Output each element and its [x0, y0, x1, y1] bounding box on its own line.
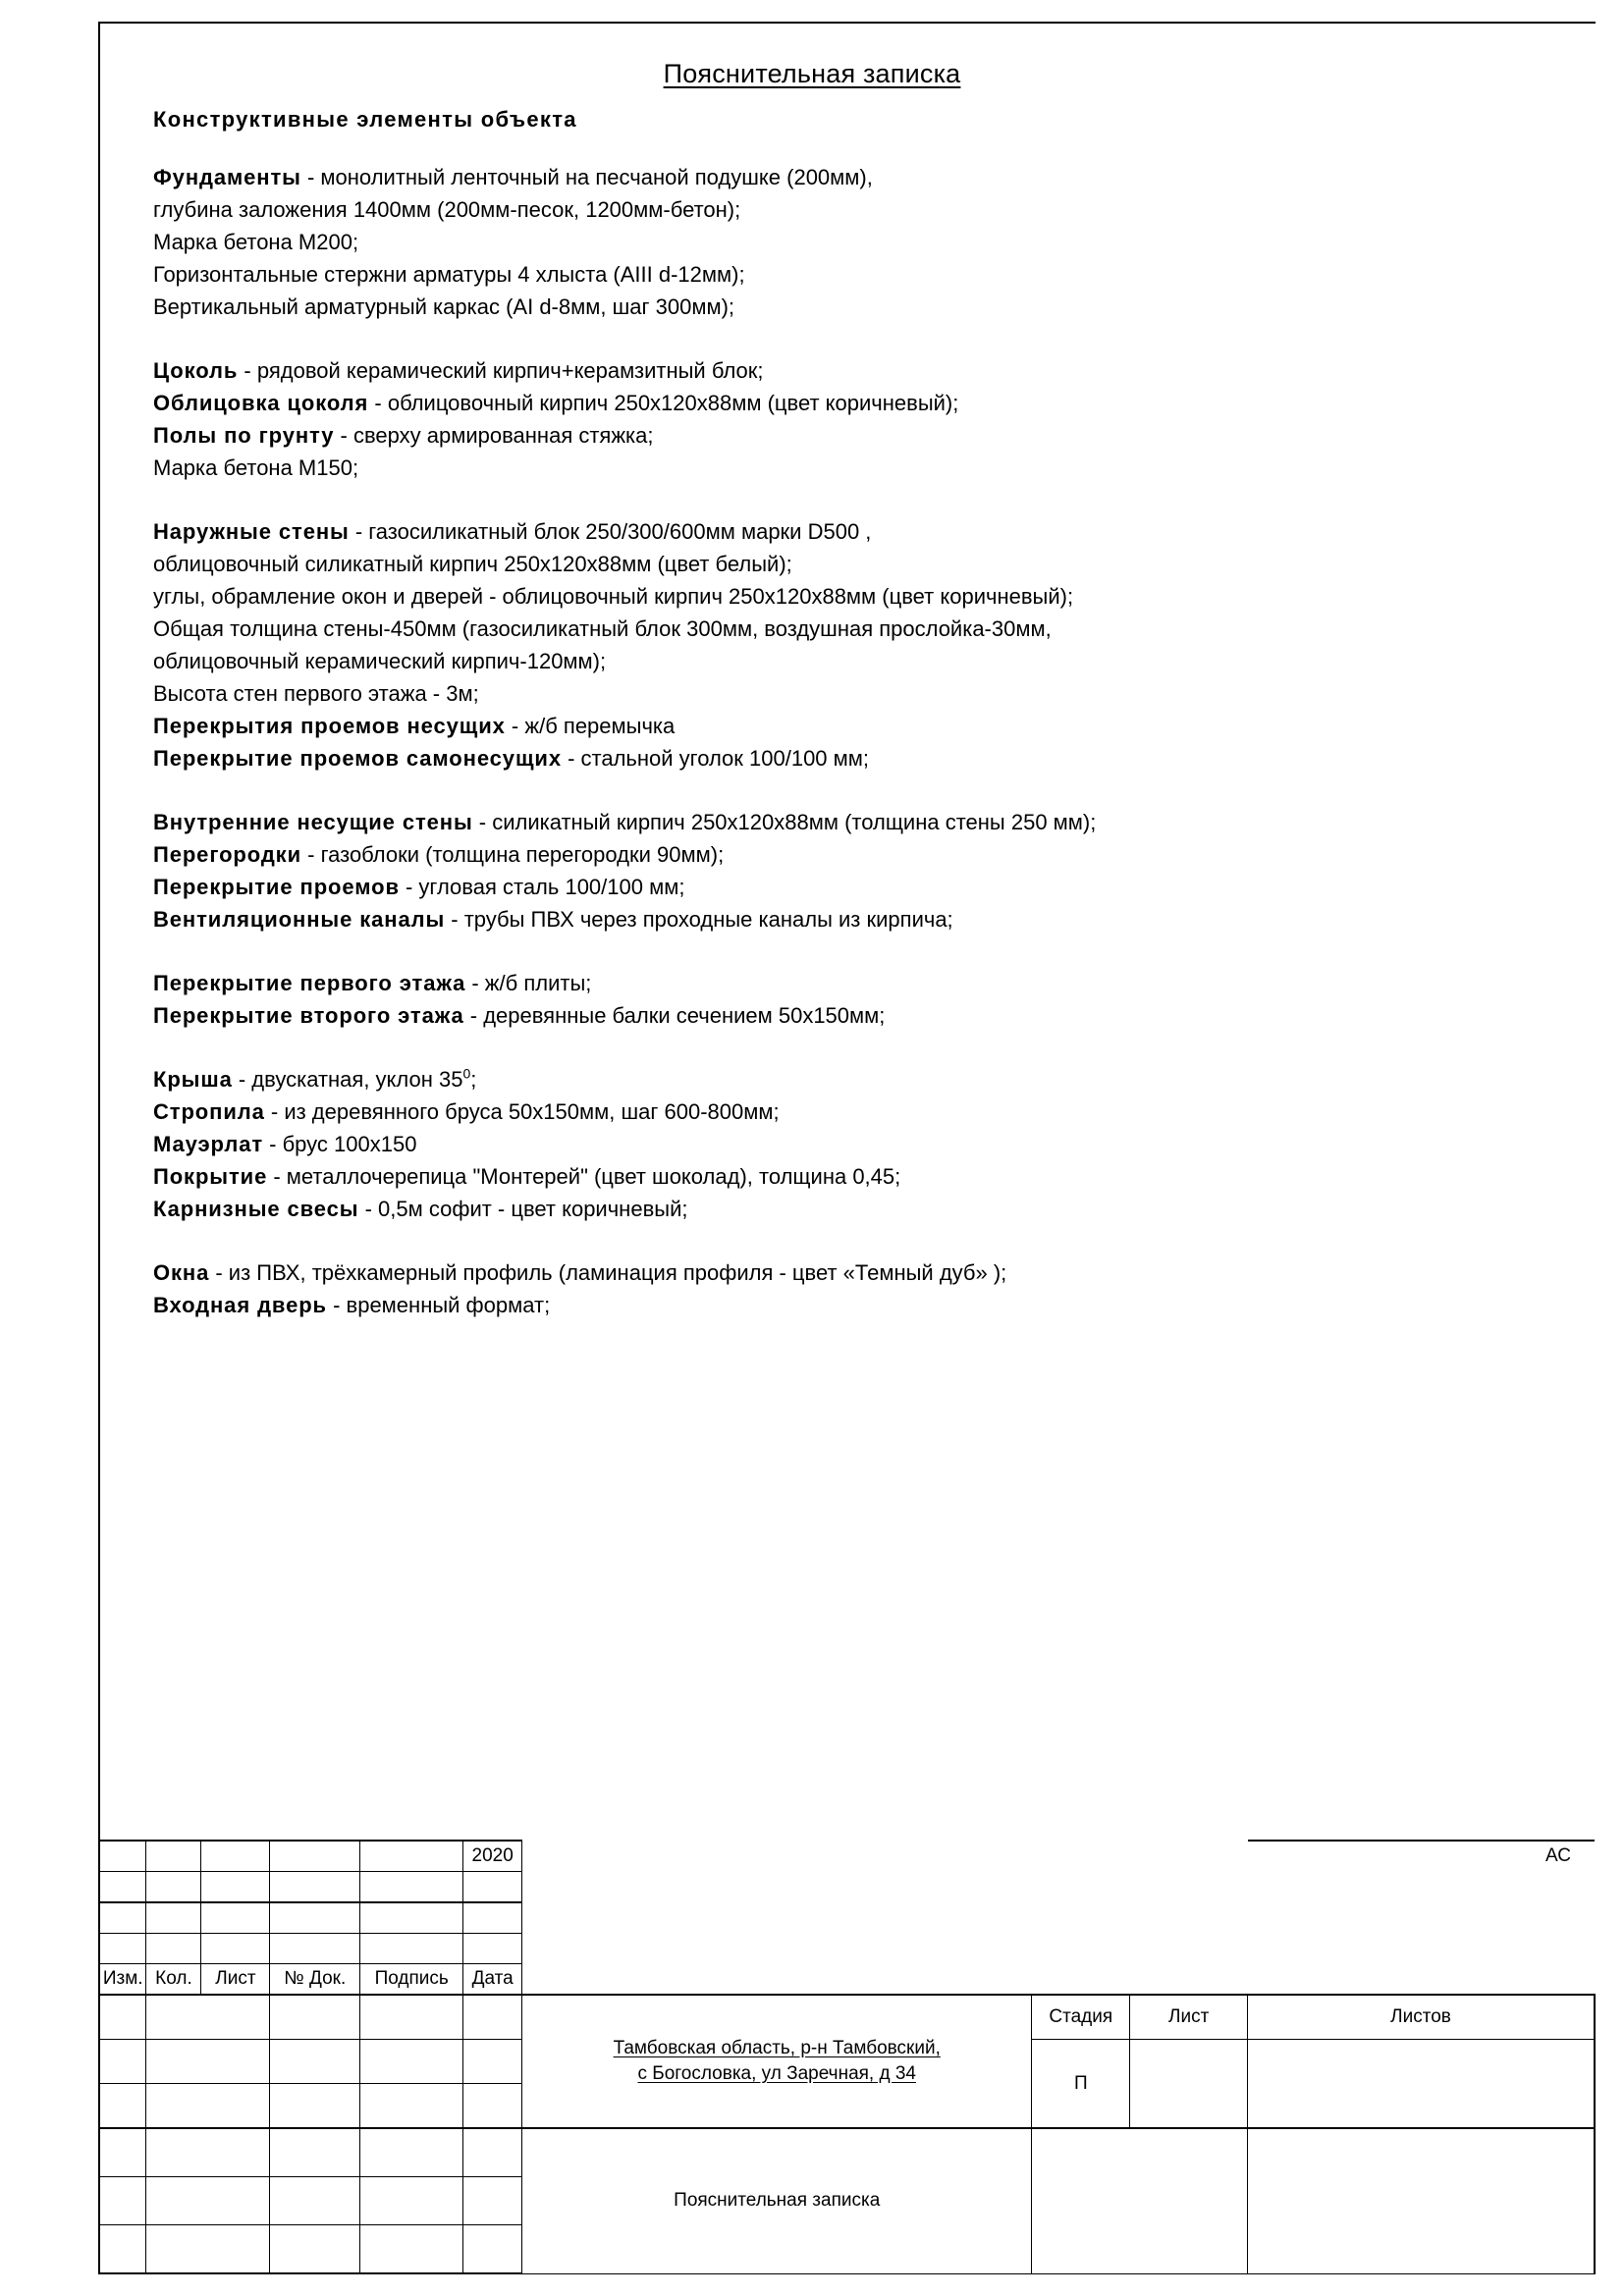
sheet-value-cell: [1130, 2040, 1248, 2129]
spec-line-tail: ;: [470, 1066, 477, 1092]
rev-cell: [146, 1841, 201, 1872]
sign-cell: [99, 2225, 146, 2274]
spec-line-term: Перекрытие проемов: [153, 874, 400, 899]
spec-line: [153, 838, 1430, 871]
sign-cell: [360, 2177, 463, 2225]
spec-line: [153, 645, 1430, 677]
spec-line-text: - из деревянного бруса 50х150мм, шаг 600-800мм;: [264, 1098, 780, 1124]
rev-cell: [99, 1841, 146, 1872]
spec-line: [153, 967, 1430, 999]
sign-cell: [99, 1995, 146, 2040]
spec-line-text: - брус 100х150: [263, 1131, 417, 1156]
page-title-text: Пояснительная записка: [663, 59, 961, 88]
rev-cell: [270, 1872, 360, 1903]
spec-line-text: - ж/б перемычка: [505, 713, 676, 738]
title-block-table: [98, 1840, 1596, 2274]
sign-cell: [146, 2084, 270, 2129]
year-cell: 2020: [463, 1841, 522, 1872]
text-block-interior-walls: [153, 806, 1430, 935]
spec-line: [153, 354, 1430, 387]
sign-cell: [270, 2040, 360, 2084]
spec-line-text: Горизонтальные стержни арматуры 4 хлыста (АIII d-12мм);: [153, 261, 745, 287]
text-block-foundations: [153, 161, 1430, 323]
rev-cell: [99, 1902, 146, 1934]
spec-line-text: - рядовой керамический кирпич+керамзитный блок;: [238, 357, 764, 383]
table-row: [99, 1872, 1595, 1903]
stage-value-cell: П: [1032, 2040, 1130, 2129]
sign-cell: [463, 2040, 522, 2084]
rev-cell: [270, 1841, 360, 1872]
spec-line-term: Облицовка цоколя: [153, 390, 369, 415]
spec-line: [153, 1095, 1430, 1128]
rev-header-kol: Кол.: [146, 1964, 201, 1996]
spec-line: [153, 452, 1430, 484]
spec-line-text: - двускатная, уклон 35: [232, 1066, 463, 1092]
sign-cell: [99, 2128, 146, 2177]
spec-line: [153, 387, 1430, 419]
text-blocks: [153, 161, 1430, 1321]
sign-cell: [463, 2128, 522, 2177]
rev-header-izm: Изм.: [99, 1964, 146, 1996]
stamp-open-cell: [522, 1841, 1248, 1872]
spec-line-text: - временный формат;: [326, 1292, 551, 1317]
table-row: [99, 2128, 1595, 2177]
title-block: [98, 1840, 1596, 2274]
spec-line-text: Высота стен первого этажа - 3м;: [153, 680, 479, 706]
spec-line-text: - облицовочный кирпич 250х120х88мм (цвет коричневый);: [368, 390, 959, 415]
sign-cell: [360, 2040, 463, 2084]
spec-line-text: углы, обрамление окон и дверей - облицовочный кирпич 250х120х88мм (цвет коричневый);: [153, 583, 1074, 609]
spec-line: [153, 710, 1430, 742]
spec-line: [153, 161, 1430, 193]
text-block-plinth: [153, 354, 1430, 484]
text-block-openings: [153, 1256, 1430, 1321]
spec-line: [153, 258, 1430, 291]
page-title: [0, 59, 1624, 89]
sheets-header: Листов: [1248, 1995, 1595, 2040]
rev-header-data: Дата: [463, 1964, 522, 1996]
stamp-side-cell: [1248, 2128, 1595, 2273]
sign-cell: [146, 2040, 270, 2084]
spec-line: [153, 999, 1430, 1032]
rev-cell: [360, 1902, 463, 1934]
document-body: [153, 106, 1430, 1353]
mark-cell: АС: [1248, 1841, 1595, 1872]
spec-line-text: - газосиликатный блок 250/300/600мм марки D500 ,: [349, 518, 872, 544]
spec-line-text: - монолитный ленточный на песчаной подушке (200мм),: [300, 164, 873, 189]
spec-line-term: Окна: [153, 1259, 210, 1285]
spec-line: [153, 1063, 1430, 1095]
spec-line-term: Стропила: [153, 1098, 265, 1124]
rev-cell: [270, 1902, 360, 1934]
sign-cell: [99, 2177, 146, 2225]
rev-cell: [463, 1872, 522, 1903]
spec-line-text: - стальной уголок 100/100 мм;: [561, 745, 870, 771]
spec-line-term: Вентиляционные каналы: [153, 906, 446, 932]
spec-line-term: Мауэрлат: [153, 1131, 264, 1156]
document-name-cell: Пояснительная записка: [522, 2128, 1032, 2273]
table-row: [99, 1964, 1595, 1996]
spec-line-term: Полы по грунту: [153, 422, 335, 448]
spec-line: [153, 515, 1430, 548]
rev-cell: [360, 1841, 463, 1872]
sign-cell: [270, 2177, 360, 2225]
spec-line: [153, 677, 1430, 710]
spec-line-text: Вертикальный арматурный каркас (АI d-8мм, шаг 300мм);: [153, 294, 735, 319]
table-row: [99, 1934, 1595, 1964]
spec-line: [153, 193, 1430, 226]
stamp-open-cell: [522, 1902, 1595, 1934]
sign-cell: [463, 2225, 522, 2274]
spec-line: [153, 226, 1430, 258]
sheets-value-cell: [1248, 2040, 1595, 2129]
sign-cell: [146, 2225, 270, 2274]
spec-line: [153, 1193, 1430, 1225]
spec-line-term: Перекрытие второго этажа: [153, 1002, 464, 1028]
spec-line-text: - газоблоки (толщина перегородки 90мм);: [301, 841, 725, 867]
spec-line-text: Общая толщина стены-450мм (газосиликатный блок 300мм, воздушная прослойка-30мм,: [153, 615, 1052, 641]
object-address-cell: [522, 1995, 1032, 2128]
stamp-open-cell: [522, 1934, 1595, 1964]
sign-cell: [146, 2128, 270, 2177]
spec-line-text: - 0,5м софит - цвет коричневый;: [358, 1196, 688, 1221]
sign-cell: [270, 2225, 360, 2274]
spec-line-term: Перегородки: [153, 841, 302, 867]
rev-cell: [360, 1934, 463, 1964]
sign-cell: [463, 1995, 522, 2040]
rev-cell: [146, 1872, 201, 1903]
stamp-open-cell: [522, 1964, 1595, 1996]
sheet-header: Лист: [1130, 1995, 1248, 2040]
spec-line: [153, 742, 1430, 774]
stage-header: Стадия: [1032, 1995, 1130, 2040]
spec-line: [153, 806, 1430, 838]
table-row: [99, 1995, 1595, 2040]
sign-cell: [360, 2128, 463, 2177]
spec-line-text: - трубы ПВХ через проходные каналы из кирпича;: [445, 906, 953, 932]
spec-line: [153, 291, 1430, 323]
rev-header-podpis: Подпись: [360, 1964, 463, 1996]
spec-line-term: Перекрытия проемов несущих: [153, 713, 506, 738]
spec-line: [153, 580, 1430, 613]
rev-header-list: Лист: [201, 1964, 270, 1996]
sheet-extra-cell: [1032, 2128, 1248, 2273]
spec-line: [153, 1256, 1430, 1289]
sign-cell: [270, 1995, 360, 2040]
rev-cell: [146, 1902, 201, 1934]
spec-line: [153, 1160, 1430, 1193]
object-address-line1: Тамбовская область, р-н Тамбовский,: [613, 2038, 941, 2058]
rev-cell: [99, 1872, 146, 1903]
table-row: [99, 1902, 1595, 1934]
spec-line: [153, 1128, 1430, 1160]
spec-line-text: - сверху армированная стяжка;: [334, 422, 654, 448]
table-row: [99, 1841, 1595, 1872]
sign-cell: [270, 2128, 360, 2177]
rev-header-ndoc: № Док.: [270, 1964, 360, 1996]
spec-line: [153, 613, 1430, 645]
spec-line-text: - металлочерепица "Монтерей" (цвет шоколад), толщина 0,45;: [267, 1163, 901, 1189]
spec-line: [153, 419, 1430, 452]
spec-line-term: Наружные стены: [153, 518, 350, 544]
sign-cell: [360, 2225, 463, 2274]
rev-cell: [99, 1934, 146, 1964]
sign-cell: [360, 2084, 463, 2129]
spec-line: [153, 871, 1430, 903]
text-block-exterior-walls: [153, 515, 1430, 774]
spec-line-text: облицовочный силикатный кирпич 250х120х88мм (цвет белый);: [153, 551, 792, 576]
spec-line-term: Карнизные свесы: [153, 1196, 359, 1221]
spec-line-text: облицовочный керамический кирпич-120мм);: [153, 648, 607, 673]
spec-line-text: - угловая сталь 100/100 мм;: [399, 874, 685, 899]
object-address-line2: с Богословка, ул Заречная, д 34: [637, 2063, 916, 2084]
rev-cell: [463, 1934, 522, 1964]
rev-cell: [270, 1934, 360, 1964]
spec-line-term: Покрытие: [153, 1163, 268, 1189]
sign-cell: [146, 1995, 270, 2040]
spec-line-term: Цоколь: [153, 357, 239, 383]
spec-line-text: - силикатный кирпич 250х120х88мм (толщина стены 250 мм);: [472, 809, 1097, 834]
spec-line-text: Марка бетона М150;: [153, 454, 359, 480]
spec-line-text: - деревянные балки сечением 50х150мм;: [463, 1002, 886, 1028]
spec-line-text: глубина заложения 1400мм (200мм-песок, 1200мм-бетон);: [153, 196, 741, 222]
sign-cell: [270, 2084, 360, 2129]
spec-line-text: - ж/б плиты;: [465, 970, 592, 995]
spec-line-term: Крыша: [153, 1066, 233, 1092]
sign-cell: [463, 2084, 522, 2129]
text-block-roof: [153, 1063, 1430, 1225]
rev-cell: [360, 1872, 463, 1903]
rev-cell: [201, 1872, 270, 1903]
stamp-open-cell: [522, 1872, 1595, 1903]
spec-line: [153, 548, 1430, 580]
rev-cell: [201, 1902, 270, 1934]
spec-line-text: Марка бетона М200;: [153, 229, 359, 254]
spec-line-term: Входная дверь: [153, 1292, 327, 1317]
text-block-floors: [153, 967, 1430, 1032]
sign-cell: [146, 2177, 270, 2225]
spec-line-term: Перекрытие проемов самонесущих: [153, 745, 562, 771]
sign-cell: [463, 2177, 522, 2225]
spec-line-term: Фундаменты: [153, 164, 301, 189]
rev-cell: [201, 1934, 270, 1964]
spec-line: [153, 1289, 1430, 1321]
sign-cell: [360, 1995, 463, 2040]
sign-cell: [99, 2040, 146, 2084]
spec-line-term: Перекрытие первого этажа: [153, 970, 466, 995]
spec-line-term: Внутренние несущие стены: [153, 809, 473, 834]
spec-line-text: - из ПВХ, трёхкамерный профиль (ламинация профиля - цвет «Темный дуб» );: [209, 1259, 1007, 1285]
sign-cell: [99, 2084, 146, 2129]
rev-cell: [146, 1934, 201, 1964]
rev-cell: [201, 1841, 270, 1872]
section-heading: Конструктивные элементы объекта: [153, 107, 577, 132]
rev-cell: [463, 1902, 522, 1934]
spec-line: [153, 903, 1430, 935]
degree-superscript: 0: [462, 1065, 471, 1082]
